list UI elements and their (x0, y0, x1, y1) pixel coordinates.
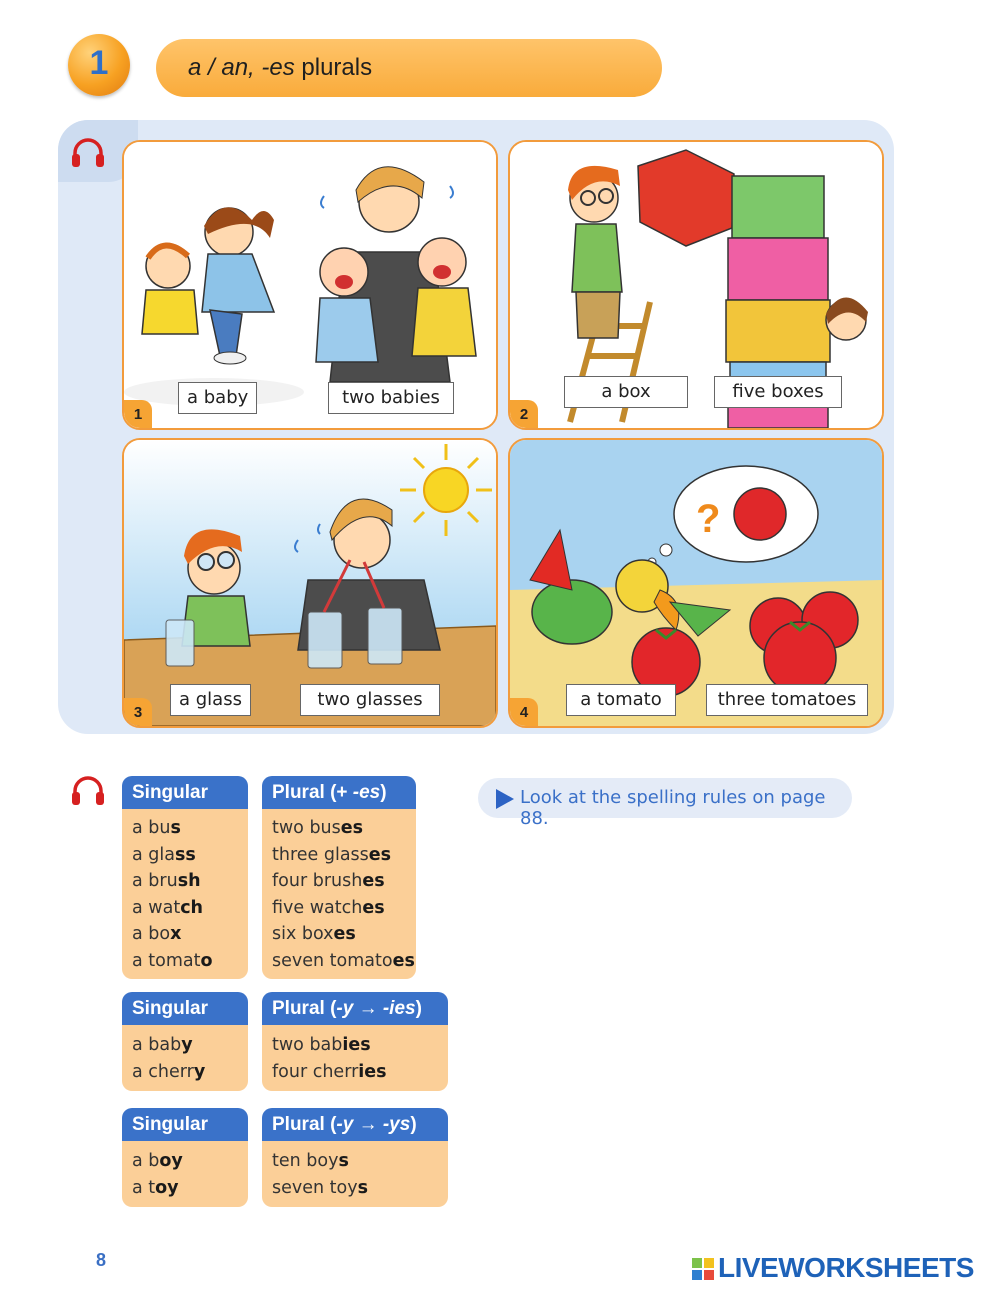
label-singular-4: a tomato (566, 684, 676, 716)
table1-plural-row: five watches (272, 898, 385, 918)
table1-plural-row: seven tomatoes (272, 951, 415, 971)
table2-plural-header-rule: -y → -ies (336, 998, 416, 1019)
table1-plural-header-rule: -es (352, 782, 381, 803)
picture-frame-3 (122, 438, 498, 728)
exercise-title-rest: plurals (294, 54, 373, 81)
table3-plural-header-rule: -y → -ys (336, 1114, 411, 1135)
table3-plural-column (262, 1141, 448, 1207)
picture-frame-2 (508, 140, 884, 430)
label-singular-1: a baby (178, 382, 257, 414)
exercise-title (188, 54, 372, 82)
table3-singular-header: Singular (122, 1108, 248, 1141)
table3-plural-row: seven toys (272, 1178, 369, 1198)
table1-plural-header-prefix: Plural (+ (272, 782, 353, 803)
table3-plural-header-suffix: ) (410, 1114, 417, 1135)
exercise-title-bar (156, 39, 662, 97)
table1-singular-header: Singular (122, 776, 248, 809)
table3-plural-row: ten boys (272, 1151, 349, 1171)
picture-number-1: 1 (124, 400, 152, 428)
table1-plural-row: four brushes (272, 871, 385, 891)
table1-singular-row: a box (132, 924, 182, 944)
spelling-rules-text: Look at the spelling rules on page 88. (520, 787, 826, 829)
table2-singular-row: a baby (132, 1035, 193, 1055)
label-singular-3: a glass (170, 684, 251, 716)
table1-singular-column (122, 809, 248, 979)
table2-plural-row: four cherries (272, 1062, 387, 1082)
table3-singular-row: a toy (132, 1178, 179, 1198)
label-plural-4: three tomatoes (706, 684, 868, 716)
table1-singular-row: a tomato (132, 951, 213, 971)
exercise-number: 1 (89, 44, 109, 82)
table2-singular-row: a cherry (132, 1062, 206, 1082)
picture-number-3: 3 (124, 698, 152, 726)
picture-number-4: 4 (510, 698, 538, 726)
table1-singular-row: a bus (132, 818, 181, 838)
table1-plural-row: six boxes (272, 924, 356, 944)
label-singular-2: a box (564, 376, 688, 408)
table2-plural-header (262, 992, 448, 1025)
table3-singular-row: a boy (132, 1151, 183, 1171)
table1-plural-column (262, 809, 416, 979)
picture-frame-1 (122, 140, 498, 430)
exercise-title-italic: a / an, -es (188, 54, 295, 81)
table1-plural-header (262, 776, 416, 809)
table2-plural-column (262, 1025, 448, 1091)
exercise-number-badge (68, 34, 130, 96)
picture-frame-4 (508, 438, 884, 728)
picture-number-2: 2 (510, 400, 538, 428)
table2-singular-column (122, 1025, 248, 1091)
table1-plural-header-suffix: ) (380, 782, 387, 803)
svg-text:?: ? (696, 497, 721, 541)
label-plural-1: two babies (328, 382, 454, 414)
table2-plural-header-prefix: Plural ( (272, 998, 337, 1019)
table2-singular-header: Singular (122, 992, 248, 1025)
table3-plural-header-prefix: Plural ( (272, 1114, 337, 1135)
liveworksheets-wordmark: LIVEWORKSHEETS (718, 1252, 974, 1283)
table1-singular-row: a brush (132, 871, 201, 891)
table1-plural-row: three glasses (272, 845, 392, 865)
page-number: 8 (96, 1250, 107, 1270)
headphones-icon[interactable] (70, 136, 106, 170)
table3-singular-column (122, 1141, 248, 1207)
label-plural-2: five boxes (714, 376, 842, 408)
liveworksheets-logo-icon (692, 1258, 714, 1280)
headphones-icon[interactable] (70, 774, 106, 808)
table1-plural-row: two buses (272, 818, 364, 838)
table1-singular-row: a watch (132, 898, 204, 918)
play-arrow-icon (496, 789, 514, 809)
label-plural-3: two glasses (300, 684, 440, 716)
spelling-rules-note (478, 778, 852, 829)
table3-plural-header (262, 1108, 448, 1141)
table1-singular-row: a glass (132, 845, 196, 865)
table2-plural-header-suffix: ) (415, 998, 422, 1019)
table2-plural-row: two babies (272, 1035, 371, 1055)
